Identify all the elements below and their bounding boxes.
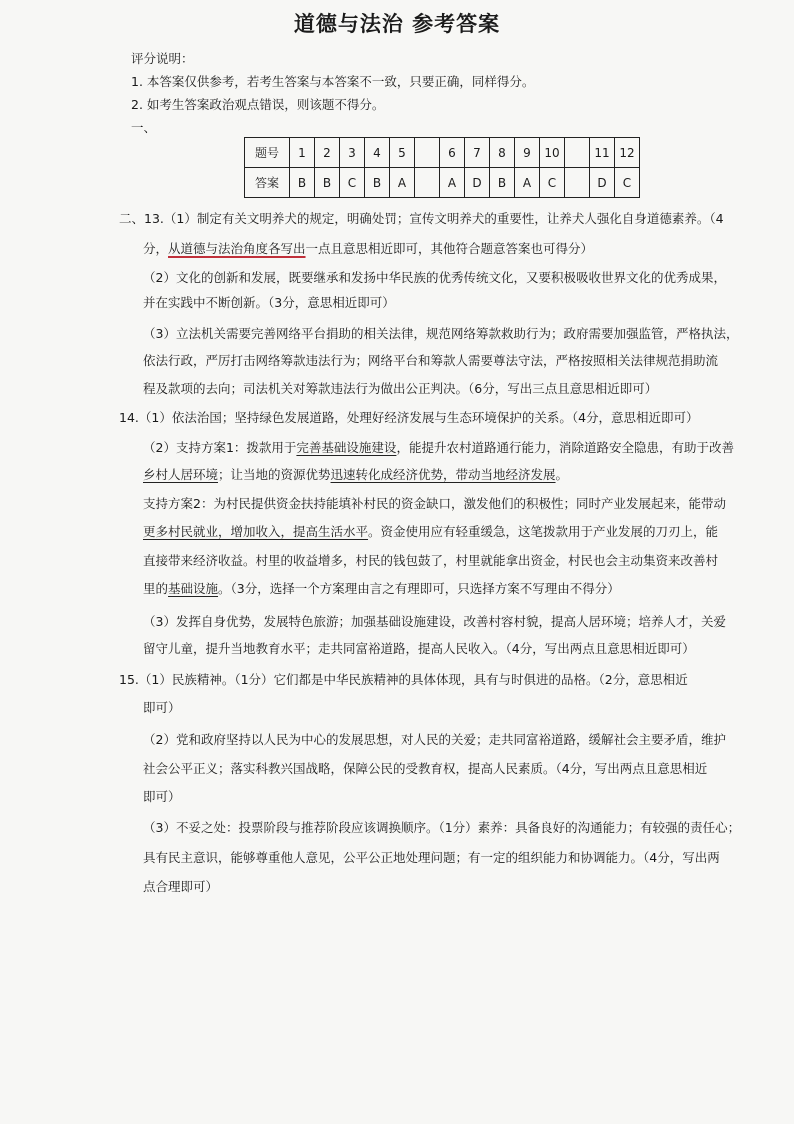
answer-cell: C: [540, 168, 565, 198]
q14-line-2: [143, 439, 734, 457]
scoring-note-1: 1. 本答案仅供参考，若考生答案与本答案不一致，只要正确，同样得分。: [131, 74, 535, 89]
question-number: 10: [540, 138, 565, 168]
table-gap-cell: [565, 168, 590, 198]
q13-underlined-text: 从道德与法治角度各写出: [168, 241, 306, 256]
answer-cell: A: [515, 168, 540, 198]
q13-line-3: （2）文化的创新和发展，既要继承和发扬中华民族的优秀传统文化，又要积极吸收世界文化的优秀成果，: [143, 270, 726, 285]
question-number: 6: [440, 138, 465, 168]
q13-line-4: 并在实践中不断创新。（3分，意思相近即可）: [143, 295, 395, 310]
q14-underlined-text: 乡村人居环境: [143, 467, 219, 482]
section-1-label: 一、: [131, 120, 157, 135]
question-number: 5: [390, 138, 415, 168]
q13-text: 分，: [143, 241, 169, 256]
row-label-answer: 答案: [245, 168, 290, 198]
answer-table: [244, 137, 640, 198]
q14-line-4: 支持方案2：为村民提供资金扶持能填补村民的资金缺口，激发他们的积极性；同时产业发展起来，能带动: [143, 496, 726, 511]
q14-text: 里的: [143, 581, 169, 596]
answer-cell: B: [365, 168, 390, 198]
answer-cell: C: [615, 168, 640, 198]
q15-line-6: （3）不妥之处：投票阶段与推荐阶段应该调换顺序。（1分）素养：具备良好的沟通能力；有较强的责任心；: [143, 820, 741, 835]
q14-text: ；让当地的资源优势: [218, 467, 331, 482]
answer-cell: B: [490, 168, 515, 198]
q13-line-1: 二、13.（1）制定有关文明养犬的规定，明确处罚；宣传文明养犬的重要性，让养犬人强化自身道德素养。（4: [119, 211, 724, 226]
answer-cell: B: [290, 168, 315, 198]
q14-underlined-text: 完善基础设施建设: [296, 440, 397, 455]
q14-line-8: （3）发挥自身优势，发展特色旅游；加强基础设施建设，改善村容村貌，提高人居环境；培养人才，关爱: [143, 614, 726, 629]
question-number: 8: [490, 138, 515, 168]
question-number: 9: [515, 138, 540, 168]
answer-cell: B: [315, 168, 340, 198]
answer-cell: C: [340, 168, 365, 198]
q15-line-4: 社会公平正义；落实科教兴国战略，保障公民的受教育权，提高人民素质。（4分，写出两点且意思相近: [143, 761, 708, 776]
q14-text: （2）支持方案1：拨款用于: [143, 440, 297, 455]
q14-text: ，能提升农村道路通行能力，消除道路安全隐患，有助于改善: [396, 440, 734, 455]
table-gap-cell: [565, 138, 590, 168]
q13-line-2: [143, 240, 593, 258]
answer-cell: A: [390, 168, 415, 198]
answer-table-number-row: [245, 138, 640, 168]
scoring-note-2: 2. 如考生答案政治观点错误，则该题不得分。: [131, 97, 385, 112]
q13-text: 一点且意思相近即可，其他符合题意答案也可得分）: [305, 241, 594, 256]
answer-cell: A: [440, 168, 465, 198]
answer-cell: D: [590, 168, 615, 198]
question-number: 2: [315, 138, 340, 168]
question-number: 12: [615, 138, 640, 168]
q15-line-2: 即可）: [143, 700, 181, 715]
q14-text: 。: [555, 467, 569, 482]
scoring-heading: 评分说明：: [131, 51, 194, 66]
answer-cell: D: [465, 168, 490, 198]
q14-line-6: 直接带来经济收益。村里的收益增多，村民的钱包鼓了，村里就能拿出资金，村民也会主动集资来改善村: [143, 553, 719, 568]
q15-line-7: 具有民主意识，能够尊重他人意见，公平公正地处理问题；有一定的组织能力和协调能力。（4分，写出两: [143, 850, 720, 865]
q14-underlined-text: 迅速转化成经济优势，带动当地经济发展: [330, 467, 556, 482]
q15-line-8: 点合理即可）: [143, 879, 219, 894]
q13-line-7: 程及款项的去向；司法机关对筹款违法行为做出公正判决。（6分，写出三点且意思相近即可）: [143, 381, 658, 396]
question-number: 1: [290, 138, 315, 168]
q14-text: 。资金使用应有轻重缓急，这笔拨款用于产业发展的刀刃上，能: [368, 524, 719, 539]
question-number: 7: [465, 138, 490, 168]
q14-text: 。（3分，选择一个方案理由言之有理即可，只选择方案不写理由不得分）: [218, 581, 620, 596]
q14-line-3: [143, 466, 568, 484]
q15-line-3: （2）党和政府坚持以人民为中心的发展思想，对人民的关爱；走共同富裕道路，缓解社会主要矛盾，维护: [143, 732, 726, 747]
page-title: 道德与法治 参考答案: [293, 12, 501, 36]
table-gap-cell: [415, 138, 440, 168]
answer-table-answer-row: [245, 168, 640, 198]
q14-line-9: 留守儿童，提升当地教育水平；走共同富裕道路，提高人民收入。（4分，写出两点且意思相近即可）: [143, 641, 695, 656]
q14-underlined-text: 更多村民就业，增加收入，提高生活水平: [143, 524, 369, 539]
question-number: 3: [340, 138, 365, 168]
table-gap-cell: [415, 168, 440, 198]
q13-line-6: 依法行政，严厉打击网络筹款违法行为；网络平台和筹款人需要尊法守法，严格按照相关法律规范捐助流: [143, 353, 719, 368]
q13-line-5: （3）立法机关需要完善网络平台捐助的相关法律，规范网络筹款救助行为；政府需要加强监管，严格执法，: [143, 326, 739, 341]
q15-line-5: 即可）: [143, 789, 181, 804]
question-number: 11: [590, 138, 615, 168]
question-number: 4: [365, 138, 390, 168]
q14-line-5: [143, 523, 718, 541]
q14-line-1: 14.（1）依法治国；坚持绿色发展道路，处理好经济发展与生态环境保护的关系。（4分，意思相近即可）: [119, 410, 699, 425]
row-label-number: 题号: [245, 138, 290, 168]
q14-underlined-text: 基础设施: [168, 581, 219, 596]
q14-line-7: [143, 580, 620, 598]
q15-line-1: 15.（1）民族精神。（1分）它们都是中华民族精神的具体体现，具有与时俱进的品格。（2分，意思相近: [119, 672, 688, 687]
